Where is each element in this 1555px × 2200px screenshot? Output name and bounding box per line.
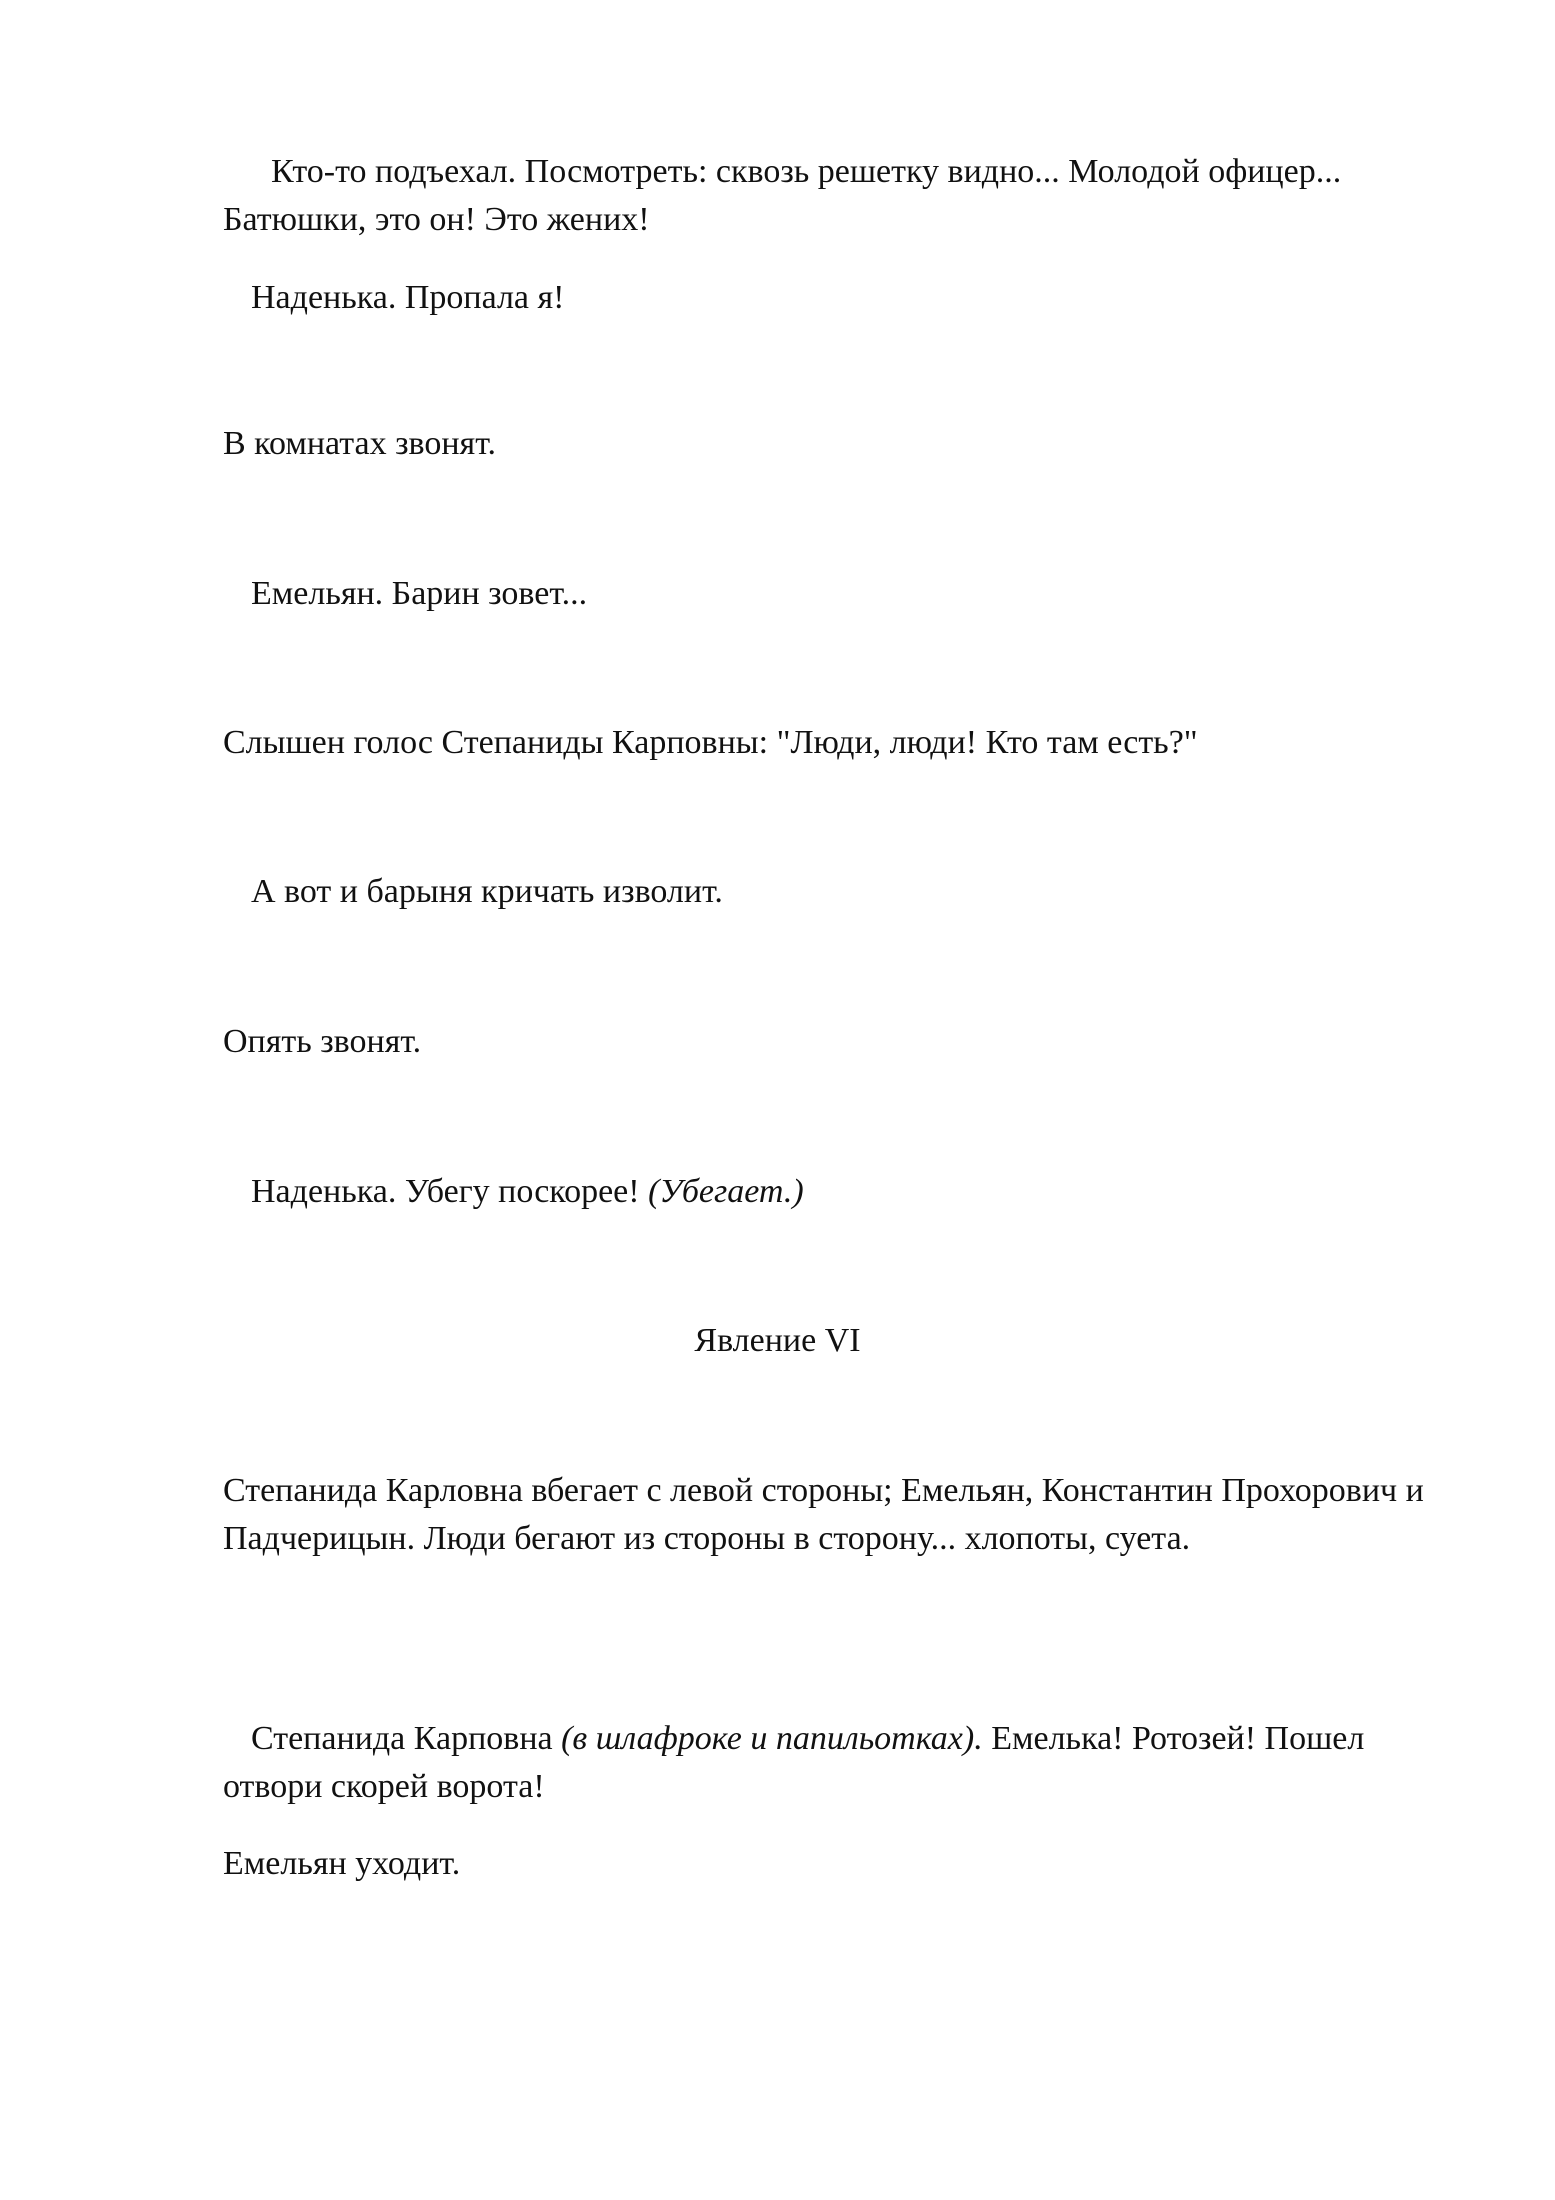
stage-direction-text: В комнатах звонят.	[223, 425, 496, 462]
line-text: Емелька! Ротозей! Пошел отвори скорей ворота!	[223, 1720, 1365, 1805]
paragraph-arrival	[223, 148, 1433, 244]
line-emelyan-master-calls	[223, 570, 1461, 618]
line-stepanida	[223, 1715, 1433, 1811]
stage-direction-text: Опять звонят.	[223, 1023, 422, 1060]
stage-direction-ringing	[223, 420, 1433, 468]
line-text: А вот и барыня кричать изволит.	[251, 873, 723, 910]
stage-direction-ringing-again	[223, 1018, 1433, 1066]
stage-direction-text: Степанида Карловна вбегает с левой стороны; Емельян, Константин Прохорович и Падчерицын. Люди бегают из стороны в сторону... хлопоты, суета.	[223, 1472, 1424, 1557]
line-speaker-text: Степанида Карповна	[251, 1720, 562, 1757]
paragraph-text: Кто-то подъехал. Посмотреть: сквозь решетку видно... Молодой офицер... Батюшки, это он! Это жених!	[223, 153, 1342, 238]
stage-direction-text: Слышен голос Степаниды Карповны: "Люди, люди! Кто там есть?"	[223, 724, 1198, 761]
line-text: Емельян. Барин зовет...	[251, 575, 588, 612]
line-nadenka-lost	[223, 274, 1461, 322]
line-text: Наденька. Убегу поскорее!	[251, 1173, 649, 1210]
stage-remark-italic: (Убегает.)	[648, 1173, 804, 1210]
line-lady-shouting	[223, 868, 1461, 916]
line-nadenka-runs	[223, 1168, 1461, 1216]
stage-direction-text: Емельян уходит.	[223, 1845, 461, 1882]
stage-direction-scene-entry	[223, 1467, 1433, 1563]
scene-heading-text: Явление VI	[694, 1322, 861, 1359]
scene-heading	[0, 1317, 1555, 1365]
stage-direction-exit	[223, 1840, 1433, 1888]
stage-remark-italic: (в шлафроке и папильотках).	[561, 1720, 983, 1757]
line-text: Наденька. Пропала я!	[251, 279, 565, 316]
stage-direction-voice	[223, 719, 1433, 767]
